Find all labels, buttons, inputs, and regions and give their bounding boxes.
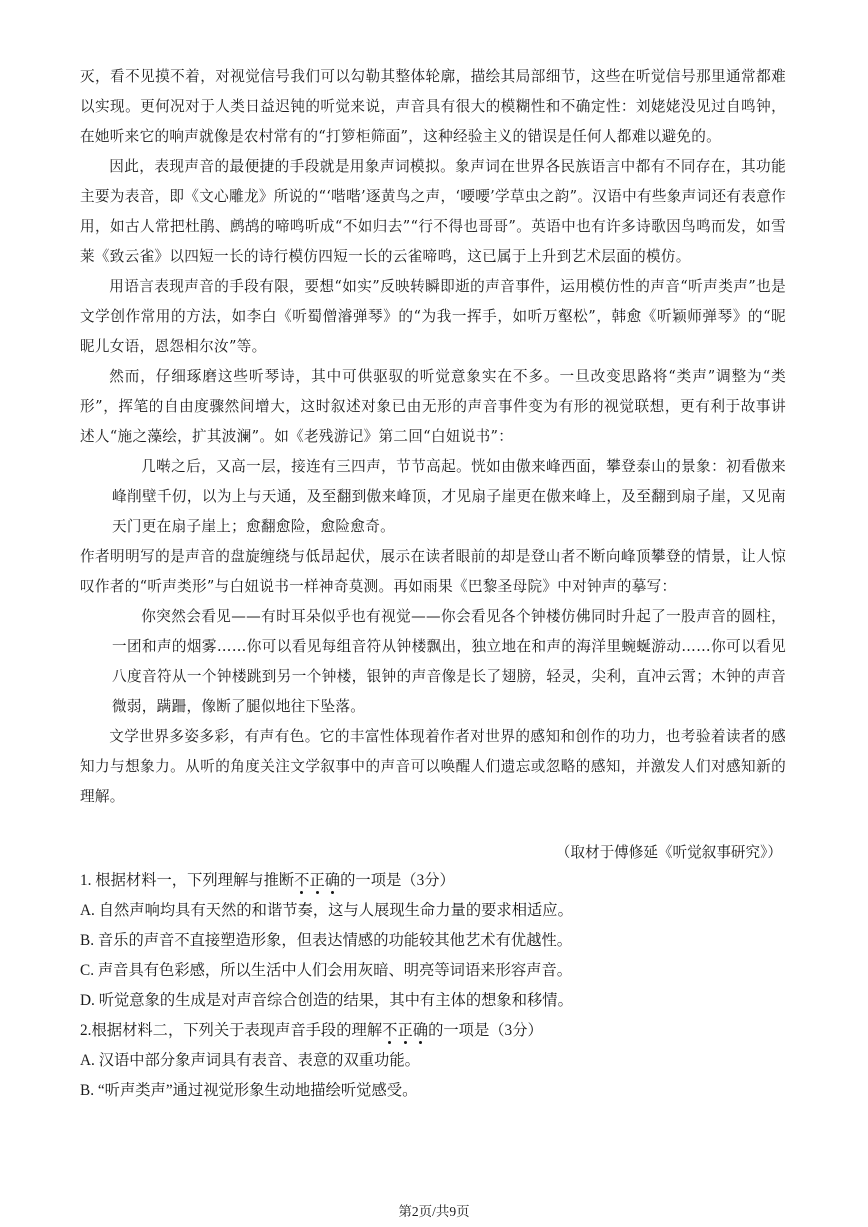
emphasized-text <box>294 872 340 889</box>
question-text: 1. 根据材料一，下列理解与推断 <box>80 872 295 889</box>
emphasis-char: 不 <box>382 1022 398 1039</box>
block-quote: 你突然会看见——有时耳朵似乎也有视觉——你会看见各个钟楼仿佛同时升起了一股声音的圆柱，一团和声的烟雾……你可以看见每组音符从钟楼飘出，独立地在和声的海洋里蜿蜒游动……你可以看见八度音符从一个钟楼跳到另一个钟楼，银钟的声音像是长了翅膀，轻灵，尖利，直冲云霄；木钟的声音微弱，蹒跚，像断了腿似地往下坠落。 <box>112 608 786 715</box>
paragraph: 用语言表现声音的手段有限，要想“如实”反映转瞬即逝的声音事件，运用模仿性的声音“听声类声”也是文学创作常用的方法，如李白《听蜀僧濬弹琴》的“为我一挥手，如听万壑松”，韩愈《听颖师弹琴》的“昵昵儿女语，恩怨相尔汝”等。 <box>80 278 786 355</box>
question-2-stem <box>80 1016 786 1046</box>
emphasis-char: 不 <box>294 872 310 889</box>
question-text: 的一项是（3分） <box>340 872 455 889</box>
source-citation: （取材于傅修延《听觉叙事研究》） <box>555 844 782 861</box>
emphasis-char: 正 <box>397 1022 413 1039</box>
question-text: 2.根据材料二，下列关于表现声音手段的理解 <box>80 1022 383 1039</box>
paragraph: 然而，仔细琢磨这些听琴诗，其中可供驱驭的听觉意象实在不多。一旦改变思路将“类声”调整为“类形”，挥笔的自由度骤然间增大，这时叙述对象已由无形的声音事件变为有形的视觉联想，更有利于故事讲述人“施之藻绘，扩其波澜”。如《老残游记》第二回“白妞说书”： <box>80 368 786 445</box>
emphasis-char: 确 <box>324 872 341 889</box>
option-a: A. 汉语中部分象声词具有表音、表意的双重功能。 <box>80 1052 420 1069</box>
emphasis-char: 正 <box>309 872 325 889</box>
paragraph: 文学世界多姿多彩，有声有色。它的丰富性体现着作者对世界的感知和创作的功力，也考验着读者的感知力与想象力。从听的角度关注文学叙事中的声音可以唤醒人们遗忘或忽略的感知，并激发人们对感知新的理解。 <box>80 728 786 805</box>
page-number: 第2页/共9页 <box>398 1204 470 1219</box>
option-a: A. 自然声响均具有天然的和谐节奏，这与人展现生命力量的要求相适应。 <box>80 902 573 919</box>
paragraph: 因此，表现声音的最便捷的手段就是用象声词模拟。象声词在世界各民族语言中都有不同存在，其功能主要为表音，即《文心雕龙》所说的“‘喈喈’逐黄鸟之声，‘喓喓’学草虫之韵”。汉语中有些象声词还有表意作用，如古人常把杜鹃、鹧鸪的啼鸣听成“不如归去”“行不得也哥哥”。英语中也有许多诗歌因鸟鸣而发，如雪莱《致云雀》以四短一长的诗行模仿四短一长的云雀啼鸣，这已属于上升到艺术层面的模仿。 <box>80 158 786 265</box>
reading-passage <box>80 62 786 812</box>
emphasized-text <box>382 1022 428 1039</box>
option-d: D. 听觉意象的生成是对声音综合创造的结果，其中有主体的想象和移情。 <box>80 992 573 1009</box>
option-c: C. 声音具有色彩感，所以生活中人们会用灰暗、明亮等词语来形容声音。 <box>80 962 573 979</box>
paragraph: 作者明明写的是声音的盘旋缠绕与低昂起伏，展示在读者眼前的却是登山者不断向峰顶攀登的情景，让人惊叹作者的“听声类形”与白妞说书一样神奇莫测。再如雨果《巴黎圣母院》中对钟声的摹写： <box>80 548 786 595</box>
option-b: B. 音乐的声音不直接塑造形象，但表达情感的功能较其他艺术有优越性。 <box>80 932 573 949</box>
paragraph: 灭，看不见摸不着，对视觉信号我们可以勾勒其整体轮廓，描绘其局部细节，这些在听觉信号那里通常都难以实现。更何况对于人类日益迟钝的听觉来说，声音具有很大的模糊性和不确定性：刘姥姥没见过自鸣钟，在她听来它的响声就像是农村常有的“打箩柜筛面”，这种经验主义的错误是任何人都难以避免的。 <box>80 68 786 145</box>
option-b: B. “听声类声”通过视觉形象生动地描绘听觉感受。 <box>80 1082 418 1099</box>
emphasis-char: 确 <box>412 1022 429 1039</box>
question-list <box>80 866 786 1106</box>
question-text: 的一项是（3分） <box>428 1022 543 1039</box>
block-quote: 几啭之后，又高一层，接连有三四声，节节高起。恍如由傲来峰西面，攀登泰山的景象：初看傲来峰削壁千仞，以为上与天通，及至翻到傲来峰顶，才见扇子崖更在傲来峰上，及至翻到扇子崖，又见南天门更在扇子崖上；愈翻愈险，愈险愈奇。 <box>112 458 786 535</box>
question-1-stem <box>80 866 786 896</box>
